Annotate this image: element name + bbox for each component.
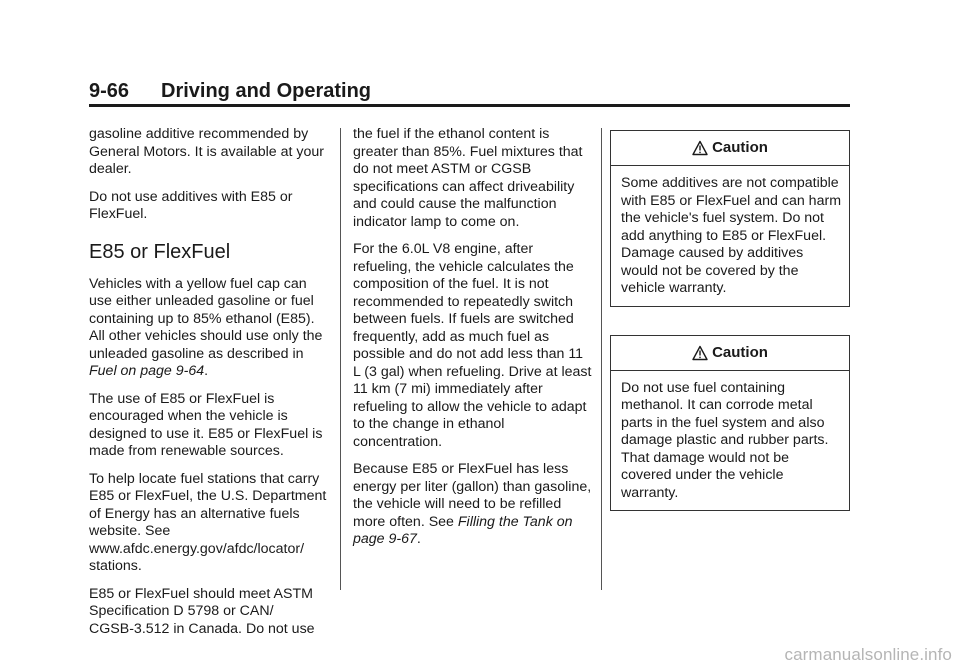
column-divider <box>340 128 341 590</box>
caution-title: Caution <box>712 139 768 157</box>
column-2 <box>353 126 593 559</box>
section-title: Driving and Operating <box>161 80 372 102</box>
watermark: carmanualsonline.info <box>784 645 952 664</box>
paragraph: gasoline additive recommended by General Motors. It is available at your dealer. <box>89 126 324 177</box>
paragraph-text: Vehicles with a yellow fuel cap can use either unleaded gasoline or fuel containing up to 85% ethanol (E85). All other vehicles should use only the unleaded gasoline as described in <box>89 275 323 362</box>
paragraph <box>353 461 593 549</box>
page-header <box>89 80 850 106</box>
caution-text: Do not use fuel containing methanol. It can corrode metal parts in the fuel system and also damage plastic and rubber parts. That damage would not be covered under the vehicle warranty. <box>621 379 829 501</box>
warning-icon <box>692 140 708 156</box>
paragraph <box>89 276 333 381</box>
paragraph: Do not use additives with E85 or FlexFuel. <box>89 188 293 222</box>
paragraph: To help locate fuel stations that carry E85 or FlexFuel, the U.S. Department of Energy has an alternative fuels website. See www.afdc.energy.gov/afdc/locator/ stations. <box>89 470 327 574</box>
paragraph: For the 6.0L V8 engine, after refueling, the vehicle calculates the composition of the fuel. It is not recommended to repeatedly switch between fuels. If fuels are switched frequently, add as much fuel as possible and do not add less than 11 L (3 gal) when refueling. Drive at least 11 km (7 mi) immediately after refueling to allow the vehicle to adapt to the change in ethanol concentration. <box>353 241 592 450</box>
caution-box <box>610 130 850 307</box>
caution-title: Caution <box>712 343 768 361</box>
cross-reference-link[interactable]: Filling the Tank on page 9-67 <box>353 513 573 547</box>
section-heading: E85 or FlexFuel <box>89 240 231 263</box>
cross-reference-link[interactable]: Fuel on page 9-64 <box>89 363 205 379</box>
header-rule <box>89 104 850 107</box>
caution-header <box>611 131 849 166</box>
column-1 <box>89 126 333 648</box>
column-3 <box>610 130 852 539</box>
page-number: 9-66 <box>89 80 130 102</box>
caution-header <box>611 336 849 371</box>
paragraph: E85 or FlexFuel should meet ASTM Specification D 5798 or CAN/ CGSB‑3.512 in Canada. Do not use <box>89 585 315 637</box>
paragraph-text: Because E85 or FlexFuel has less energy per liter (gallon) than gasoline, the vehicle will need to be refilled more often. See <box>353 461 592 530</box>
column-divider <box>601 128 602 590</box>
paragraph-text: . <box>204 363 209 379</box>
paragraph: The use of E85 or FlexFuel is encouraged when the vehicle is designed to use it. E85 or FlexFuel is made from renewable sources. <box>89 390 323 459</box>
paragraph-text: . <box>416 531 421 547</box>
caution-box <box>610 335 850 512</box>
caution-text: Some additives are not compatible with E85 or FlexFuel and can harm the vehicle's fuel system. Do not add anything to E85 or FlexFuel. Damage caused by additives would not be covered by the vehicle warranty. <box>621 175 842 296</box>
warning-icon <box>692 345 708 361</box>
paragraph: the fuel if the ethanol content is greater than 85%. Fuel mixtures that do not meet ASTM or CGSB specifications can affect driveability and could cause the malfunction indicator lamp to come on. <box>353 126 583 230</box>
